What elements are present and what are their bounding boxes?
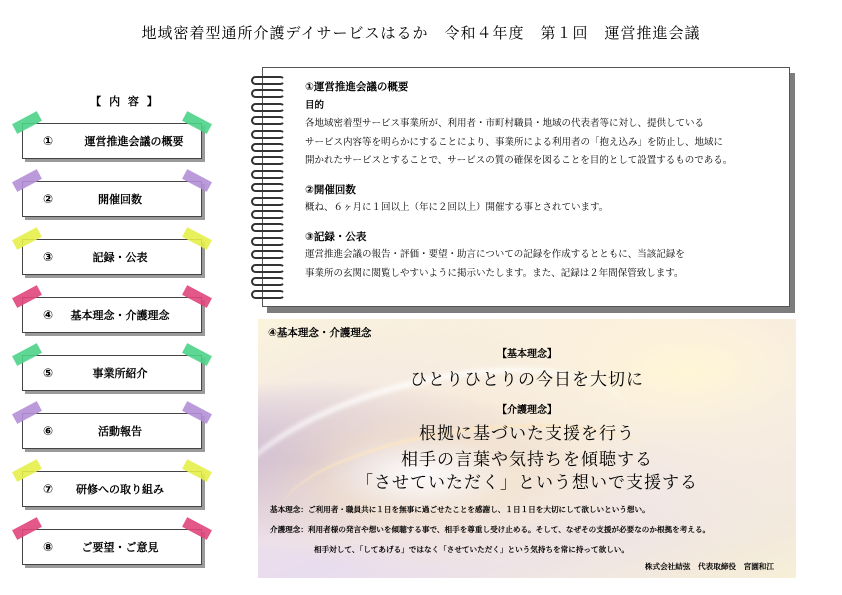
page-title: 地域密着型通所介護デイサービスはるか 令和４年度 第１回 運営推進会議 xyxy=(141,24,701,42)
toc-item-label: 研修への取り組み xyxy=(76,483,164,496)
spiral-ring xyxy=(251,250,285,259)
toc-item-label: 開催回数 xyxy=(98,193,142,206)
overview-notebook xyxy=(262,67,790,307)
spiral-ring xyxy=(251,290,285,299)
section-text: 運営推進会議の報告・評価・要望・助言についての記録を作成するとともに、当該記録を xyxy=(305,249,685,260)
basic-philosophy-text: ひとりひとりの今日を大切に xyxy=(410,370,644,390)
toc-item-label: 事業所紹介 xyxy=(92,367,148,380)
toc-item-label: 活動報告 xyxy=(98,425,142,438)
tape-decoration xyxy=(182,401,212,424)
toc-item-number: ⑥ xyxy=(43,424,54,438)
section-text: サービス内容等を明らかにすることにより、事業所による利用者の「抱え込み」を防止し、地域に xyxy=(305,136,724,148)
toc-item-activity-report[interactable] xyxy=(22,413,202,449)
spiral-ring xyxy=(251,116,285,125)
tape-decoration xyxy=(12,169,42,192)
toc-item-introduction[interactable] xyxy=(22,355,202,391)
spiral-ring xyxy=(251,197,285,206)
spiral-ring xyxy=(251,89,285,98)
toc-item-requests[interactable] xyxy=(22,529,202,565)
spiral-ring xyxy=(251,237,285,246)
toc-item-label: 記録・公表 xyxy=(92,251,148,264)
toc-item-number: ① xyxy=(43,134,54,148)
tape-decoration xyxy=(182,459,212,482)
spiral-ring xyxy=(251,76,285,85)
overview-content xyxy=(305,78,777,283)
tape-decoration xyxy=(12,227,42,250)
care-philosophy-note: 介護理念：利用者様の発言や想いを傾聴する事で、相手を尊重し受け止める。そして、なぜその支援が必要なのか根拠を考える。 xyxy=(270,525,711,534)
section-text: 開かれたサービスとすることで、サービスの質の確保を図ることを目的として設置するものである。 xyxy=(305,155,733,166)
spiral-ring xyxy=(251,277,285,286)
tape-decoration xyxy=(182,343,212,366)
toc-item-number: ⑦ xyxy=(43,482,54,496)
spiral-ring xyxy=(251,156,285,165)
tape-decoration xyxy=(12,459,42,482)
spiral-ring xyxy=(251,223,285,232)
toc-item-label: 運営推進会議の概要 xyxy=(84,135,184,148)
care-philosophy-note: 相手対して、「してあげる」ではなく「させていただく」という気持ちを常に持って欲しい。 xyxy=(314,545,629,554)
spiral-ring xyxy=(251,103,285,112)
tape-decoration xyxy=(12,401,42,424)
tape-decoration xyxy=(12,517,42,540)
philosophy-panel xyxy=(258,319,796,578)
basic-philosophy-label: 【基本理念】 xyxy=(497,349,557,360)
section-title: ②開催回数 xyxy=(305,183,356,196)
care-philosophy-label: 【介護理念】 xyxy=(497,405,557,416)
toc-item-training[interactable] xyxy=(22,471,202,507)
spiral-ring xyxy=(251,130,285,139)
toc-item-number: ② xyxy=(43,192,54,206)
spiral-ring xyxy=(251,264,285,273)
toc-item-number: ③ xyxy=(43,250,54,264)
toc-heading: 【 内 容 】 xyxy=(90,95,160,108)
care-philosophy-line: 相手の言葉や気持ちを傾聴する xyxy=(401,450,653,470)
care-philosophy-line: 根拠に基づいた支援を行う xyxy=(419,424,635,444)
tape-decoration xyxy=(182,111,212,134)
section-subtitle: 目的 xyxy=(305,99,325,111)
tape-decoration xyxy=(12,285,42,308)
spiral-ring xyxy=(251,143,285,152)
tape-decoration xyxy=(182,169,212,192)
tape-decoration xyxy=(12,343,42,366)
spiral-ring xyxy=(251,210,285,219)
toc-item-philosophy[interactable] xyxy=(22,297,202,333)
section-title: ③記録・公表 xyxy=(305,230,367,243)
toc-item-label: ご要望・ご意見 xyxy=(81,541,159,554)
signature: 株式会社結弦 代表取締役 宮園和江 xyxy=(644,562,774,571)
care-philosophy-line: 「させていただく」という想いで支援する xyxy=(356,473,698,493)
toc-item-label: 基本理念・介護理念 xyxy=(70,309,170,322)
tape-decoration xyxy=(182,285,212,308)
spiral-ring xyxy=(251,170,285,179)
toc-item-number: ④ xyxy=(43,308,54,322)
toc-item-frequency[interactable] xyxy=(22,181,202,217)
toc-item-number: ⑤ xyxy=(43,366,54,380)
section-title: ①運営推進会議の概要 xyxy=(305,81,409,93)
section-text: 各地域密着型サービス事業所が、利用者・市町村職員・地域の代表者等に対し、提供している xyxy=(305,118,705,129)
toc-item-records[interactable] xyxy=(22,239,202,275)
toc-item-overview[interactable] xyxy=(22,123,202,159)
section-text: 事業所の玄関に閲覧しやすいように掲示いたします。また、記録は２年間保管致します。 xyxy=(305,267,684,279)
tape-decoration xyxy=(182,227,212,250)
spiral-ring xyxy=(251,183,285,192)
philosophy-title: ④基本理念・介護理念 xyxy=(268,327,372,339)
toc-item-number: ⑧ xyxy=(43,540,54,554)
section-text: 概ね、６ヶ月に１回以上（年に２回以上）開催する事とされています。 xyxy=(305,202,609,213)
tape-decoration xyxy=(12,111,42,134)
tape-decoration xyxy=(182,517,212,540)
basic-philosophy-note: 基本理念：ご利用者・職員共に１日を無事に過ごせたことを感謝し、１日１日を大切にして欲しいという想い。 xyxy=(270,505,650,514)
